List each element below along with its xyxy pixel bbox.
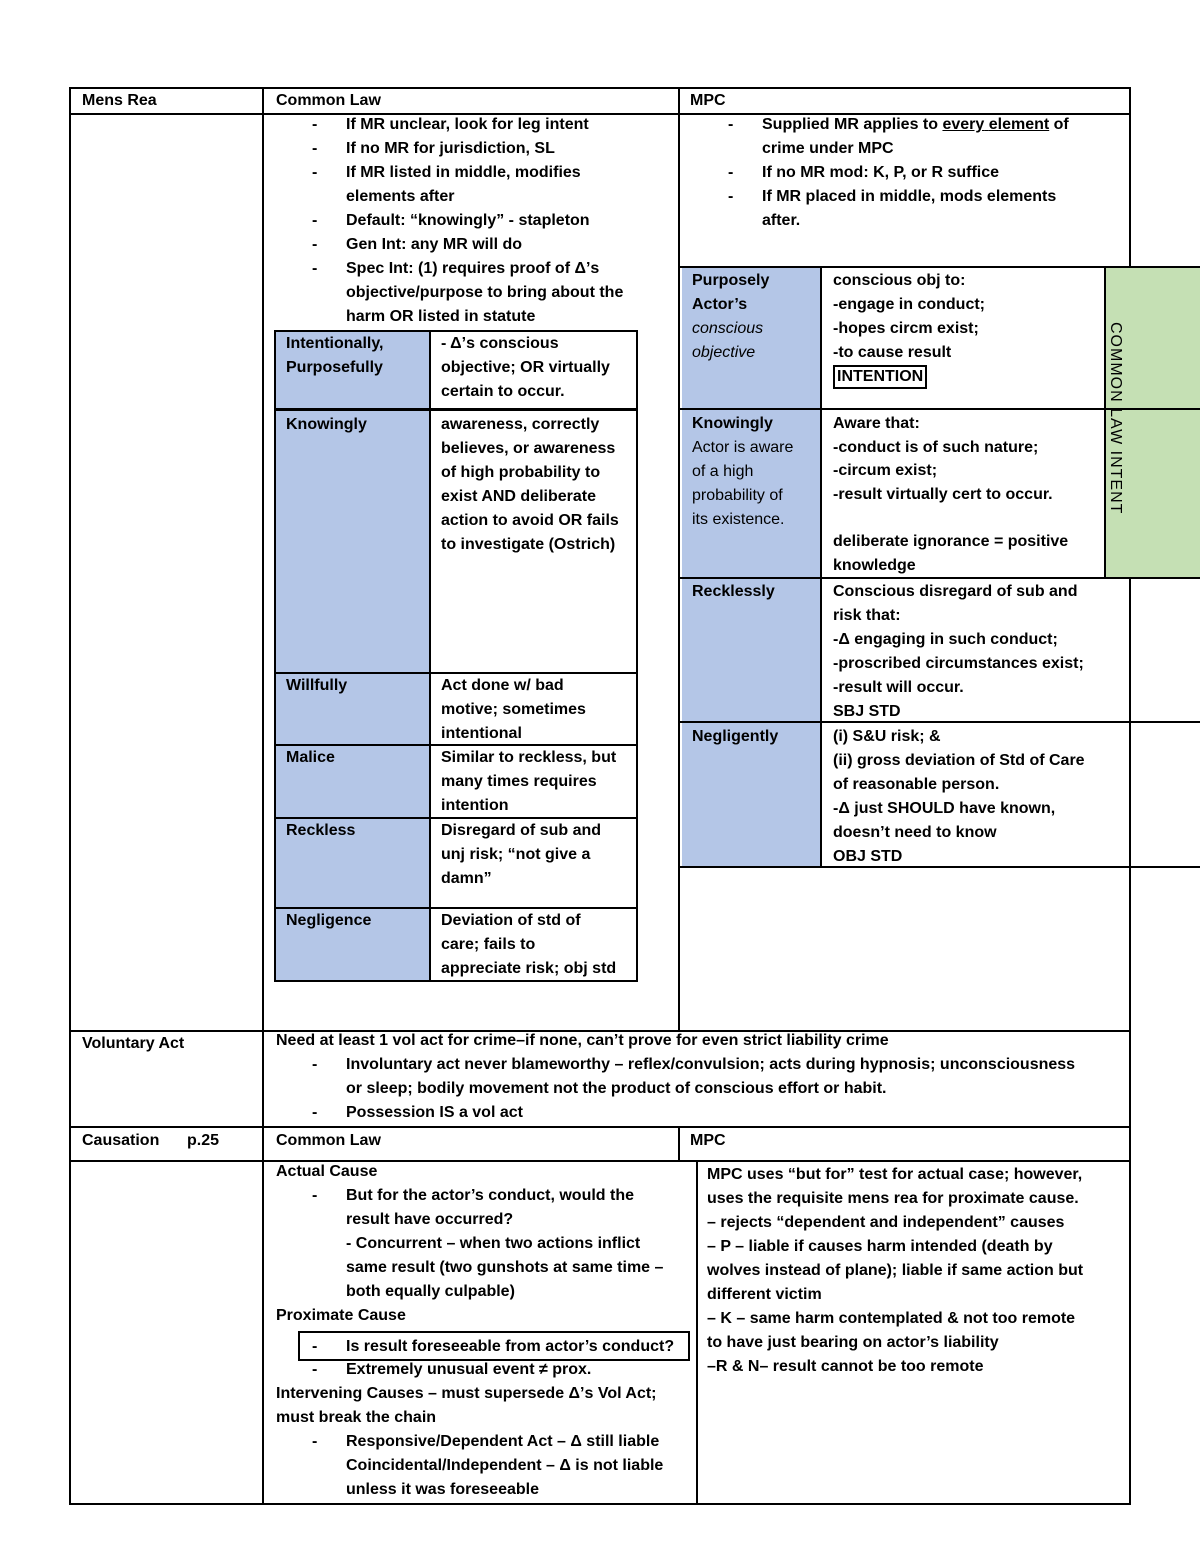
mpc-term-knowingly: Knowingly Actor is aware of a high probability of its existence. <box>692 415 794 528</box>
list-item: Involuntary act never blameworthy – reflex/convulsion; acts during hypnosis; unconsciousness <box>346 1056 1076 1073</box>
intention-box: INTENTION <box>833 365 927 389</box>
table-line <box>820 266 822 868</box>
table-line <box>678 1126 680 1162</box>
list-item: Is result foreseeable from actor’s conduct? <box>346 1338 675 1355</box>
voluntary-act-label: Voluntary Act <box>82 1035 185 1052</box>
list-item: But for the actor’s conduct, would the <box>346 1187 634 1204</box>
table-line <box>696 1160 698 1505</box>
table-line <box>680 577 1200 579</box>
header-mpc: MPC <box>690 92 726 109</box>
list-item: Possession IS a vol act <box>346 1104 523 1121</box>
cl-term-malice: Malice <box>286 749 335 766</box>
list-item: objective/purpose to bring about the <box>346 284 624 301</box>
causation-mpc-header: MPC <box>690 1132 726 1149</box>
proximate-cause-box: - Is result foreseeable from actor’s conduct? <box>298 1331 690 1361</box>
list-item: Extremely unusual event ≠ prox. <box>346 1361 592 1378</box>
table-line <box>680 266 1200 268</box>
mpc-term-recklessly: Recklessly <box>692 583 775 600</box>
cl-term-negligence: Negligence <box>286 912 372 929</box>
table-line <box>69 1160 1131 1162</box>
list-item: harm OR listed in statute <box>346 308 536 325</box>
mpc-term-negligently: Negligently <box>692 728 779 745</box>
table-line <box>274 408 638 411</box>
common-law-bullets: - If MR unclear, look for leg intent - If no MR for jurisdiction, SL - If MR listed in middle, modifies elements after - Default: “knowingly” - stapleton - Gen Int: any MR will do - Spec Int: (1) requires proof of Δ’s objective/purpose to bring about the harm OR listed in statute <box>312 116 624 325</box>
table-line <box>69 87 1131 89</box>
mpc-def-negligently: (i) S&U risk; & (ii) gross deviation of Std of Care of reasonable person. -Δ just SHOULD have known, doesn’t need to know OBJ STD <box>833 728 1085 865</box>
cl-term-reckless: Reckless <box>286 822 356 839</box>
list-item: If no MR mod: K, P, or R suffice <box>762 164 1000 181</box>
mpc-bullets: - Supplied MR applies to every element of crime under MPC - If no MR mod: K, P, or R suffice - If MR placed in middle, mods elements after. <box>728 116 1069 229</box>
cl-def-intentionally: - Δ’s conscious objective; OR virtually certain to occur. <box>441 335 610 400</box>
list-item: or sleep; bodily movement not the product of conscious effort or habit. <box>346 1080 887 1097</box>
list-item: Gen Int: any MR will do <box>346 236 522 253</box>
cl-def-malice: Similar to reckless, but many times requires intention <box>441 749 617 814</box>
cl-def-knowingly: awareness, correctly believes, or awareness of high probability to exist AND deliberate action to avoid OR fails to investigate (Ostrich) <box>441 416 619 553</box>
causation-page: p.25 <box>187 1132 220 1149</box>
causation-mpc: MPC uses “but for” test for actual case; however, uses the requisite mens rea for proximate cause. – rejects “dependent and independent” causes – P – liable if causes harm intended (death by wolves instead of plane); liable if same action but different victim – K – same harm contemplated & not too remote to have just bearing on actor’s liability –R & N– result cannot be too remote <box>707 1166 1084 1375</box>
table-line <box>262 87 264 1505</box>
table-line <box>678 87 680 1032</box>
table-line <box>429 330 431 982</box>
list-item: crime under MPC <box>762 140 894 157</box>
causation-common-law: Actual Cause - But for the actor’s conduct, would the result have occurred? - Concurrent – when two actions inflict same result (two gunshots at same time – both equally culpable) Proximate Cause - Extremely unusual event ≠ prox. Intervening Causes – must supersede Δ’s Vol Act; must break the chain - Responsive/Dependent Act – Δ still liable Coincidental/Independent – Δ is not liable unless it was foreseeable <box>276 1163 664 1498</box>
list-item: If MR unclear, look for leg intent <box>346 116 589 133</box>
causation-label: Causation <box>82 1132 160 1149</box>
mpc-def-knowingly: Aware that: -conduct is of such nature; -circum exist; -result virtually cert to occur. deliberate ignorance = positive knowledge <box>833 415 1069 574</box>
header-common-law: Common Law <box>276 92 381 109</box>
header-mens-rea: Mens Rea <box>82 92 157 109</box>
list-item: If MR listed in middle, modifies <box>346 164 581 181</box>
mpc-def-recklessly: Conscious disregard of sub and risk that: -Δ engaging in such conduct; -proscribed circumstances exist; -result will occur. SBJ STD <box>833 583 1084 720</box>
list-item: Default: “knowingly” - stapleton <box>346 212 590 229</box>
cl-term-willfully: Willfully <box>286 677 348 694</box>
causation-common-law-header: Common Law <box>276 1132 381 1149</box>
list-item: after. <box>762 212 801 229</box>
list-item: Supplied MR applies to every element of <box>762 116 1069 133</box>
cl-def-reckless: Disregard of sub and unj risk; “not give a damn” <box>441 822 602 887</box>
table-line <box>69 87 71 1505</box>
voluntary-act-content: Need at least 1 vol act for crime–if none, can’t prove for even strict liability crime - Involuntary act never blameworthy – reflex/convulsion; acts during hypnosis; unconsciousness or sleep; bodily movement not the product of conscious effort or habit. - Possession IS a vol act <box>276 1032 1076 1121</box>
list-item: elements after <box>346 188 455 205</box>
mpc-def-purposely: conscious obj to: -engage in conduct; -hopes circm exist; -to cause result INTENTION <box>833 269 985 389</box>
list-item: Spec Int: (1) requires proof of Δ’s <box>346 260 600 277</box>
table-line <box>69 113 1131 115</box>
cl-term-knowingly: Knowingly <box>286 416 367 433</box>
mpc-term-purposely: Purposely Actor’s conscious objective <box>692 272 770 361</box>
cl-def-negligence: Deviation of std of care; fails to appreciate risk; obj std <box>441 912 617 977</box>
cl-def-willfully: Act done w/ bad motive; sometimes intentional <box>441 677 586 742</box>
list-item: If MR placed in middle, mods elements <box>762 188 1057 205</box>
list-item: Responsive/Dependent Act – Δ still liable <box>346 1433 660 1450</box>
common-law-intent-label: COMMON LAW INTENT <box>1107 322 1124 515</box>
list-item: If no MR for jurisdiction, SL <box>346 140 555 157</box>
cl-term-intentionally: Intentionally, Purposefully <box>286 335 384 376</box>
